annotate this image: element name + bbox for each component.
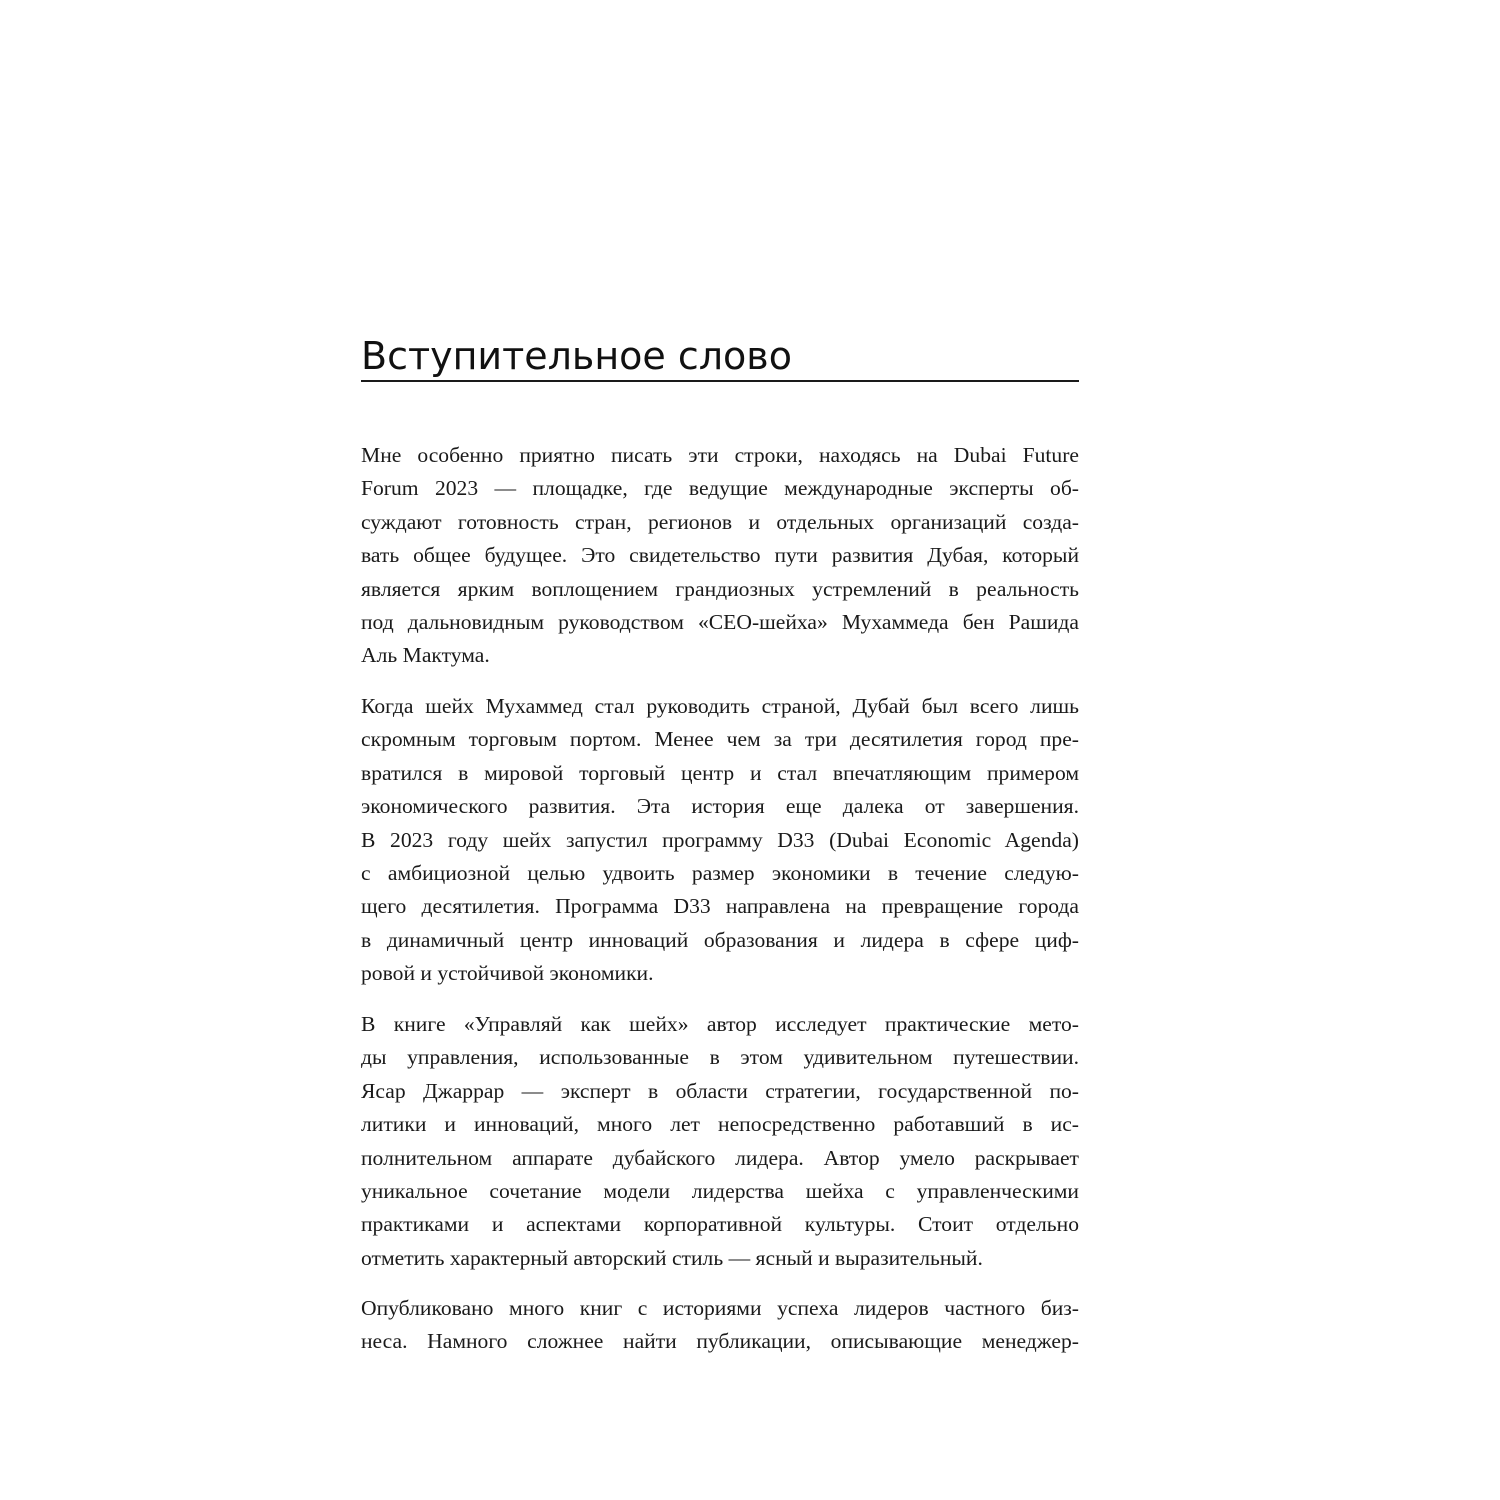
paragraph-line: Forum 2023 — площадке, где ведущие международные эксперты об- xyxy=(361,476,1079,501)
paragraph-line: практиками и аспектами корпоративной культуры. Стоит отдельно xyxy=(361,1212,1079,1237)
paragraph-line: является ярким воплощением грандиозных устремлений в реальность xyxy=(361,576,1079,601)
paragraph-line: вратился в мировой торговый центр и стал впечатляющим примером xyxy=(361,760,1079,785)
paragraph-line: под дальновидным руководством «CEO-шейха» Мухаммеда бен Рашида xyxy=(361,609,1079,634)
paragraph-line: неса. Намного сложнее найти публикации, описывающие менеджер- xyxy=(361,1329,1079,1354)
paragraph-line: экономического развития. Эта история еще далека от завершения. xyxy=(361,794,1079,819)
paragraph-line: суждают готовность стран, регионов и отдельных организаций созда- xyxy=(361,509,1079,534)
paragraph-line: ровой и устойчивой экономики. xyxy=(361,961,654,986)
paragraph-line: Аль Мактума. xyxy=(361,643,490,668)
paragraph-line: литики и инноваций, много лет непосредственно работавший в ис- xyxy=(361,1112,1079,1137)
paragraph-line: отметить характерный авторский стиль — ясный и выразительный. xyxy=(361,1245,983,1270)
paragraph-line: Ясар Джаррар — эксперт в области стратегии, государственной по- xyxy=(361,1078,1079,1103)
paragraph-line: в динамичный центр инноваций образования и лидера в сфере циф- xyxy=(361,927,1079,952)
paragraph-line: В 2023 году шейх запустил программу D33 (Dubai Economic Agenda) xyxy=(361,827,1079,852)
heading-underline xyxy=(361,380,1079,382)
paragraph-line: полнительном аппарате дубайского лидера. Автор умело раскрывает xyxy=(361,1145,1079,1170)
paragraph-line: уникальное сочетание модели лидерства шейха с управленческими xyxy=(361,1178,1079,1203)
paragraph-line: В книге «Управляй как шейх» автор исследует практические мето- xyxy=(361,1012,1079,1036)
paragraph-line: с амбициозной целью удвоить размер экономики в течение следую- xyxy=(361,860,1079,885)
paragraph-line: ды управления, использованные в этом удивительном путешествии. xyxy=(361,1045,1079,1070)
paragraph-1 xyxy=(361,439,1079,673)
paragraph-line: Когда шейх Мухаммед стал руководить страной, Дубай был всего лишь xyxy=(361,694,1079,718)
paragraph-line: Мне особенно приятно писать эти строки, находясь на Dubai Future xyxy=(361,443,1079,467)
paragraph-4 xyxy=(361,1292,1079,1359)
paragraph-3 xyxy=(361,1008,1079,1275)
chapter-heading: Вступительное слово xyxy=(361,334,792,378)
paragraph-line: скромным торговым портом. Менее чем за три десятилетия город пре- xyxy=(361,727,1079,752)
paragraph-2 xyxy=(361,690,1079,991)
paragraph-line: щего десятилетия. Программа D33 направлена на превращение города xyxy=(361,894,1079,919)
paragraph-line: вать общее будущее. Это свидетельство пути развития Дубая, который xyxy=(361,543,1079,568)
paragraph-line: Опубликовано много книг с историями успеха лидеров частного биз- xyxy=(361,1296,1079,1320)
